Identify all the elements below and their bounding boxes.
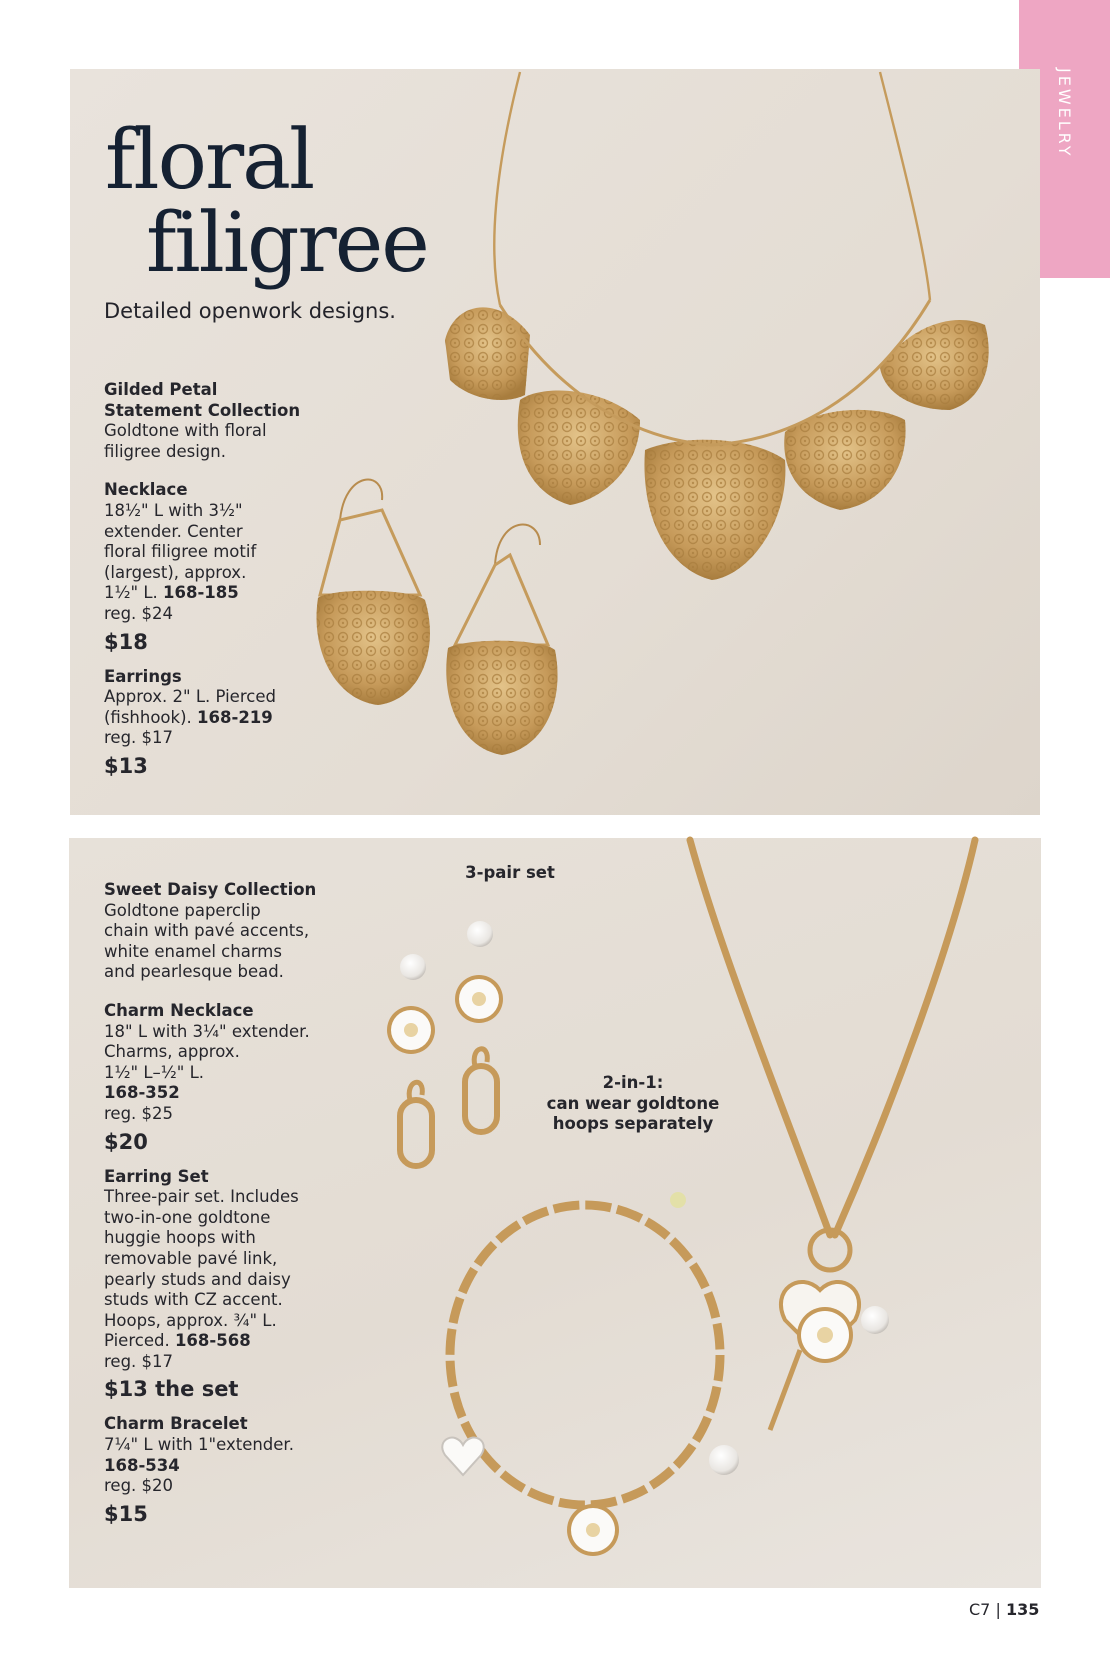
necklace-title: Necklace (104, 480, 188, 500)
folio-section: C7 (969, 1600, 991, 1619)
section-tab-label: JEWELRY (1055, 68, 1074, 159)
charm-necklace-title: Charm Necklace (104, 1000, 254, 1020)
page-folio (969, 1600, 1039, 1619)
headline-line-1: floral (105, 113, 314, 208)
earring-set-line-1: Three-pair set. Includes (104, 1187, 299, 1207)
earring-set-line-6: studs with CZ accent. (104, 1290, 283, 1310)
earring-set-title: Earring Set (104, 1166, 209, 1186)
charm-necklace-line-3: 1½" L–½" L. (104, 1062, 205, 1082)
charm-bracelet-item-number: 168-534 (104, 1455, 180, 1475)
charm-necklace-reg-price: reg. $25 (104, 1103, 174, 1123)
earring-set (387, 921, 503, 1166)
charm-pendant (770, 1230, 889, 1430)
necklace-reg-price: reg. $24 (104, 603, 174, 623)
collection-desc-line-2: filigree design. (104, 441, 226, 461)
earring-set-line-4: removable pavé link, (104, 1248, 278, 1268)
sweet-daisy-copy (104, 880, 354, 1529)
sweet-daisy-desc-1: Goldtone paperclip (104, 900, 261, 920)
necklace-chain (494, 72, 930, 305)
earring-set-line-5: pearly studs and daisy (104, 1269, 291, 1289)
charm-necklace (690, 840, 975, 1235)
earring-set-price: $13 the set (104, 1377, 239, 1402)
callout-2-in-1-line-3: hoops separately (552, 1114, 714, 1134)
filigree-earrings (317, 480, 558, 755)
sweet-daisy-desc-4: and pearlesque bead. (104, 962, 284, 982)
earrings-line-2: (fishhook). 168-219 (104, 707, 273, 727)
callout-2-in-1 (538, 1073, 728, 1135)
callout-3-pair-set: 3-pair set (465, 863, 555, 882)
collection-title-line-2: Statement Collection (104, 400, 301, 420)
earring-set-line-2: two-in-one goldtone (104, 1207, 271, 1227)
sweet-daisy-desc-2: chain with pavé accents, (104, 921, 310, 941)
callout-2-in-1-line-1: 2-in-1: (602, 1073, 664, 1092)
earring-set-item-number: 168-568 (174, 1331, 251, 1351)
headline-line-2: filigree (146, 196, 428, 291)
gilded-petal-copy (104, 380, 344, 781)
charm-necklace-item-number: 168-352 (104, 1083, 180, 1103)
earring-set-line-8: Pierced. 168-568 (104, 1331, 251, 1351)
earrings-title: Earrings (104, 666, 182, 686)
charm-necklace-line-2: Charms, approx. (104, 1042, 240, 1062)
collection-desc-line-1: Goldtone with floral (104, 421, 267, 441)
necklace-price: $18 (104, 629, 148, 654)
charm-necklace-line-1: 18" L with 3¼" extender. (104, 1021, 310, 1041)
sweet-daisy-title: Sweet Daisy Collection (104, 880, 317, 899)
collection-title-line-1: Gilded Petal (104, 380, 218, 399)
charm-bracelet-line-1: 7¼" L with 1"extender. (104, 1435, 294, 1455)
charm-bracelet-title: Charm Bracelet (104, 1414, 248, 1434)
necklace-petals (445, 300, 989, 580)
earrings-price: $13 (104, 753, 148, 778)
charm-bracelet-price: $15 (104, 1501, 148, 1526)
charm-necklace-price: $20 (104, 1129, 148, 1154)
earrings-reg-price: reg. $17 (104, 728, 174, 748)
callout-2-in-1-line-2: can wear goldtone (546, 1093, 720, 1113)
sweet-daisy-desc-3: white enamel charms (104, 941, 282, 961)
earring-set-reg-price: reg. $17 (104, 1351, 174, 1371)
earring-set-line-7: Hoops, approx. ¾" L. (104, 1310, 277, 1330)
folio-page-number: 135 (1005, 1600, 1040, 1619)
folio-separator: | (995, 1600, 1001, 1619)
charm-bracelet (442, 1192, 739, 1556)
necklace-line-5: 1½" L. 168-185 (104, 583, 239, 603)
necklace-line-3: floral filigree motif (104, 542, 257, 562)
earring-set-line-3: huggie hoops with (104, 1228, 256, 1248)
necklace-line-2: extender. Center (104, 521, 243, 541)
earrings-line-1: Approx. 2" L. Pierced (104, 687, 276, 707)
necklace-line-4: (largest), approx. (104, 562, 247, 582)
subhead: Detailed openwork designs. (104, 299, 396, 323)
necklace-item-number: 168-185 (163, 583, 239, 603)
necklace-line-1: 18½" L with 3½" (104, 500, 243, 520)
charm-bracelet-reg-price: reg. $20 (104, 1476, 174, 1496)
earrings-item-number: 168-219 (197, 707, 273, 727)
